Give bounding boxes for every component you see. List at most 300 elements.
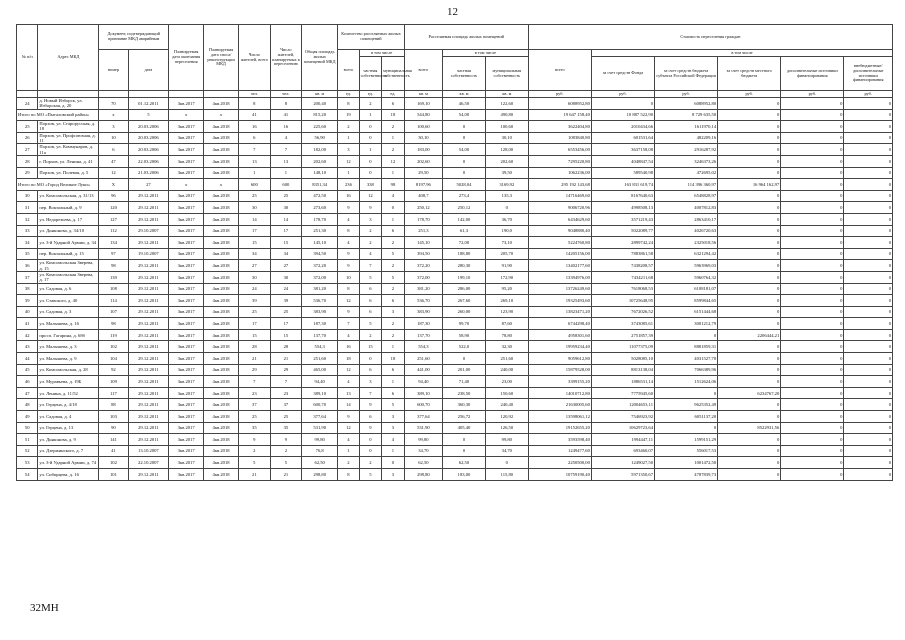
unit-cell [128,91,169,98]
table-cell: 6 [382,364,405,376]
table-cell: 44 [17,353,38,365]
table-cell: 122,60 [485,98,528,110]
table-cell: 16 [338,190,359,202]
header-cost-total: всего [528,50,591,91]
table-cell: 29.12.2011 [128,318,169,330]
address-cell: ул. Дзержинского, д. 7 [38,445,99,457]
table-cell: 531,90 [404,422,442,434]
table-cell: 2 [338,121,359,133]
cost-cell: 12004653,11 [591,399,654,411]
table-cell: 2 [359,457,382,469]
table-cell: 7 [359,260,382,272]
unit-cell [38,91,99,98]
cost-cell: 0 [781,144,844,156]
table-cell: 0 [382,202,405,214]
table-cell: 205,70 [485,248,528,260]
table-cell: 46,50 [443,98,486,110]
table-cell: 150,60 [485,387,528,399]
table-cell: 18 [338,353,359,365]
table-cell: 71,40 [443,376,486,388]
table-cell: 8197,96 [404,179,442,191]
cost-cell: 0 [844,341,893,353]
cost-cell: 295 192 143,68 [528,179,591,191]
table-cell: 6 [359,411,382,423]
table-cell: 178,70 [404,213,442,225]
cost-cell: 0 [844,202,893,214]
table-cell: 3кв.2017 [169,341,204,353]
cost-cell: 1611970,14 [655,121,718,133]
header-local-budget: за счет средств местного бюджета [718,57,781,91]
cost-cell: 19325493,60 [528,295,591,307]
cost-cell: 1001472,50 [655,457,718,469]
header-extra-sources-2: внебюджетные/дополнительные источники финансирования [844,57,893,91]
header-residents-total: Число жителей, всего [239,25,271,91]
table-cell: 3кв.2017 [169,469,204,481]
address-cell: д. Новый Изборск, ул. Изборская, д. 20 [38,98,99,110]
table-body [17,98,893,481]
cost-cell: 8522931,56 [718,422,781,434]
table-cell: 56,90 [302,132,338,144]
table-row [17,98,893,110]
cost-cell: 0 [718,237,781,249]
table-cell: 1 [382,341,405,353]
header-rooms-municipal: муниципальная собственность [382,57,405,91]
table-cell: 99,80 [485,434,528,446]
header-num: № п/п [17,25,38,91]
table-cell: 600 [239,179,271,191]
table-cell: 4 [359,248,382,260]
unit-cell: ед. [338,91,359,98]
header-cost-including: в том числе [591,50,892,57]
address-cell: ул. Садовая, д. 4 [38,411,99,423]
table-cell: 8 [338,225,359,237]
table-cell: 6 [359,306,382,318]
table-cell: 298,80 [302,469,338,481]
table-cell: 30 [270,271,302,283]
header-document: Документ, подтверждающий признание МКД аварийным [99,25,169,50]
table-cell: 6 [359,283,382,295]
table-cell: 0 [359,434,382,446]
cost-cell: 8 729 635,50 [655,109,718,121]
cost-cell: 6108181,07 [655,283,718,295]
cost-cell: 5963969,03 [655,260,718,272]
cost-cell: 0 [844,98,893,110]
table-cell: 36,70 [485,213,528,225]
table-cell: 12 [382,155,405,167]
cost-cell: 0 [718,167,781,179]
cost-cell: 6548828,97 [655,190,718,202]
cost-cell: 0 [844,387,893,399]
cost-cell: 0 [781,469,844,481]
table-cell: 1 [338,132,359,144]
cost-cell: 6234767,20 [718,387,781,399]
table-cell: 3 [382,306,405,318]
address-cell: Порхов, ул. Старорусская, д. 18 [38,121,99,133]
cost-cell: 0 [844,121,893,133]
units-row [17,91,893,98]
table-cell: 29.12.2011 [128,190,169,202]
table-cell: 280,30 [443,260,486,272]
table-cell: 3кв.2017 [169,434,204,446]
table-cell: 0 [359,132,382,144]
cost-cell: 6151444,68 [655,306,718,318]
table-cell: 17 [239,225,271,237]
unit-cell [99,91,128,98]
table-cell: 48 [17,399,38,411]
table-cell: 34 [270,248,302,260]
cost-cell: 9625352,49 [655,399,718,411]
table-cell: x [169,109,204,121]
table-cell: 1 [239,167,271,179]
table-row [17,248,893,260]
table-cell: 41 [17,318,38,330]
cost-cell: 0 [781,422,844,434]
table-cell: 2 [239,445,271,457]
header-doc-date: дата [128,50,169,91]
table-cell: 4кв.2018 [204,341,239,353]
table-cell: 3кв.2017 [169,422,204,434]
table-row [17,341,893,353]
table-cell: 408,7 [404,190,442,202]
cost-cell: 8813138,04 [591,364,654,376]
table-cell: 251,3 [404,225,442,237]
table-cell: 8351,34 [302,179,338,191]
unit-cell: кв. м [443,91,486,98]
table-cell: 32,30 [485,341,528,353]
table-cell: 98 [99,318,128,330]
table-row [17,318,893,330]
cost-cell: 0 [781,202,844,214]
address-cell: г. Порхов, ул. Ленина, д. 41 [38,155,99,167]
table-cell: 250,12 [443,202,486,214]
table-cell: 123,90 [485,306,528,318]
table-cell: 202,60 [404,155,442,167]
cost-cell: 0 [781,225,844,237]
table-cell: 41 [270,109,302,121]
table-cell: 27 [128,179,169,191]
table-cell: 98 [99,260,128,272]
header-planned-end: Планируемая дата окончания переселения [169,25,204,91]
table-row [17,376,893,388]
table-cell: 25 [239,306,271,318]
table-cell: 24 [239,283,271,295]
table-cell: 4 [382,434,405,446]
table-cell: 37 [239,399,271,411]
table-cell: 187,30 [302,318,338,330]
cost-cell: 0 [844,457,893,469]
table-cell: 15 [359,341,382,353]
table-cell: 4 [382,190,405,202]
table-cell: 202,60 [302,155,338,167]
table-row [17,306,893,318]
cost-cell: 13726249,60 [528,283,591,295]
table-cell: 2 [382,329,405,341]
table-cell: 126,50 [485,422,528,434]
address-cell: ул. Комсомольская Зверева, д. 15 [38,260,99,272]
table-cell: 23 [270,387,302,399]
table-cell: 20.03.2006 [128,121,169,133]
table-cell: 16 [270,121,302,133]
table-cell: 8 [338,469,359,481]
cost-cell: 0 [844,190,893,202]
table-cell: 3 [382,422,405,434]
resettlement-register-table [16,24,893,481]
table-cell: 2 [359,329,382,341]
cost-cell: 11077375,09 [591,341,654,353]
table-cell: 1 [382,132,405,144]
cost-cell: 0 [655,329,718,341]
table-row [17,132,893,144]
table-cell: 3кв.2017 [169,98,204,110]
cost-cell: 0 [781,237,844,249]
cost-cell: 2206444,21 [718,329,781,341]
table-cell: 4кв.2018 [204,411,239,423]
table-cell: 35 [239,422,271,434]
table-cell: 251,60 [302,353,338,365]
table-cell: 19 [338,109,359,121]
table-cell: 383,90 [302,306,338,318]
table-cell: 96 [99,190,128,202]
table-cell: 95,20 [485,283,528,295]
table-cell: 2 [338,457,359,469]
table-cell: 0 [443,434,486,446]
table-row [17,445,893,457]
cost-cell: 0 [718,469,781,481]
header-area-total: всего [404,50,442,91]
table-cell: 30 [270,202,302,214]
unit-cell: кв. м [302,91,338,98]
table-cell: 28 [17,155,38,167]
cost-cell: 472695,02 [655,167,718,179]
table-cell: 9 [338,260,359,272]
table-cell: 12 [338,155,359,167]
table-cell: 25 [270,190,302,202]
table-cell: 23 [239,387,271,399]
table-cell: 5 [382,248,405,260]
table-cell: 36 [17,260,38,272]
table-row [17,364,893,376]
table-cell: 58,90 [443,329,486,341]
cost-cell: 3637158,08 [591,144,654,156]
address-cell: ул. Дьяконова, д. 34/10 [38,225,99,237]
table-cell: 14 [270,213,302,225]
table-cell: 15 [270,237,302,249]
table-cell: 554,3 [302,341,338,353]
table-cell: 6 [382,295,405,307]
table-row [17,422,893,434]
unit-cell: руб. [655,91,718,98]
cost-cell: 5960764,32 [655,271,718,283]
cost-cell: 2010434,66 [591,121,654,133]
cost-cell: 4787839,73 [655,469,718,481]
table-cell: 0 [359,167,382,179]
unit-cell: руб. [844,91,893,98]
cost-cell: 0 [844,225,893,237]
cost-cell: 0 [844,167,893,179]
cost-cell: 0 [718,318,781,330]
table-cell: 2 [382,283,405,295]
table-cell: 25 [270,411,302,423]
table-cell: 200,40 [302,98,338,110]
cost-cell: 0 [718,144,781,156]
cost-cell: 0 [781,434,844,446]
table-row [17,353,893,365]
cost-cell: 2250500,00 [528,457,591,469]
address-cell: ул. Малышева, д. 16 [38,318,99,330]
unit-cell: ед. [359,91,382,98]
table-cell: 1 [359,109,382,121]
cost-cell: 0 [718,271,781,283]
table-cell: 14 [239,213,271,225]
table-cell: 4кв.2018 [204,387,239,399]
table-cell: 30,10 [404,132,442,144]
table-cell: 372,00 [302,271,338,283]
table-cell: 5 [382,271,405,283]
table-cell: 30 [239,202,271,214]
table-cell: 31 [17,202,38,214]
table-cell: 4кв.2018 [204,202,239,214]
table-row [17,190,893,202]
table-cell: 5 [359,271,382,283]
table-cell: 14 [338,399,359,411]
cost-cell: 0 [718,353,781,365]
cost-cell: 0 [781,248,844,260]
total-row [17,109,893,121]
table-cell: 3кв.2017 [169,457,204,469]
table-cell: 3кв.2017 [169,167,204,179]
table-cell: 25 [17,121,38,133]
cost-cell: 7546923,92 [591,411,654,423]
cost-cell: 13402177,60 [528,260,591,272]
cost-cell: 0 [844,144,893,156]
table-cell: 21 [239,469,271,481]
table-cell: 139 [99,271,128,283]
cost-cell: 0 [718,376,781,388]
cost-cell: 6088952,80 [528,98,591,110]
table-cell: 3кв.2017 [169,411,204,423]
cost-cell: 0 [844,411,893,423]
header-planned-demolition: Планируемая дата сноса/реконструкции МКД [204,25,239,91]
table-row [17,121,893,133]
cost-cell: 6051137,20 [655,411,718,423]
address-cell: ул. Муравьева, д. 19Б [38,376,99,388]
table-cell: 9 [338,248,359,260]
address-cell: ул. Ставского, д. 40 [38,295,99,307]
table-cell: 4кв.2018 [204,132,239,144]
table-cell: 3кв.2017 [169,121,204,133]
table-cell: 236 [338,179,359,191]
table-cell: 72,00 [443,237,486,249]
table-cell: 53 [17,457,38,469]
address-cell: ул. Дьяконова, д. 9 [38,434,99,446]
table-row [17,387,893,399]
address-cell: ул. Комсомольская Зверева, д. 17 [38,271,99,283]
table-cell: 4кв.2018 [204,248,239,260]
table-cell: 4кв.2018 [204,213,239,225]
table-cell: 4кв.2018 [204,225,239,237]
table-row [17,237,893,249]
cost-cell: 7438208,57 [591,260,654,272]
cost-cell: 0 [781,121,844,133]
unit-cell [169,91,204,98]
table-cell: 109 [99,376,128,388]
cost-cell: 556017,53 [655,445,718,457]
table-cell: 35 [270,422,302,434]
cost-cell: 4007812,83 [655,202,718,214]
table-cell: 120,92 [485,411,528,423]
cost-cell: 1249027,50 [591,457,654,469]
table-cell: 372,00 [404,271,442,283]
table-cell: 8 [270,98,302,110]
table-cell: 25 [270,306,302,318]
table-cell: 23,00 [485,376,528,388]
table-cell: 12 [359,190,382,202]
table-cell: 3кв.2017 [169,225,204,237]
table-cell: 29.12.2011 [128,411,169,423]
table-cell: 178,70 [302,213,338,225]
table-cell: 188,80 [443,248,486,260]
table-cell: 9 [338,202,359,214]
table-cell: 3кв.2017 [169,155,204,167]
address-cell: пер. Вокзальный, д. 15 [38,248,99,260]
table-cell: 3кв.2017 [169,295,204,307]
table-cell: 9 [359,202,382,214]
table-cell: 49 [17,411,38,423]
table-cell: 199,10 [443,271,486,283]
table-cell: 3 [382,469,405,481]
cost-cell: 0 [844,109,893,121]
table-cell: 273,60 [302,202,338,214]
table-cell: 15 [239,237,271,249]
table-cell: 0 [443,132,486,144]
table-cell: 225,60 [302,121,338,133]
cost-cell: 3399155,20 [528,376,591,388]
table-cell: 3кв.2017 [169,260,204,272]
cost-cell: 0 [718,109,781,121]
table-cell: 169,10 [404,98,442,110]
table-cell: 1 [338,167,359,179]
cost-cell: 0 [781,190,844,202]
table-cell: 29.12.2011 [128,353,169,365]
table-cell: 62,50 [404,457,442,469]
table-cell: x [204,179,239,191]
table-cell: 5028,04 [443,179,486,191]
unit-cell: руб. [781,91,844,98]
cost-cell: 0 [718,399,781,411]
cost-cell: 0 [844,132,893,144]
table-cell: 21.03.2006 [128,167,169,179]
table-cell: 107 [99,306,128,318]
table-cell: 394,50 [302,248,338,260]
table-cell: 12 [99,167,128,179]
table-cell: 43 [17,341,38,353]
table-cell: 4кв.2018 [204,318,239,330]
table-cell: 8 [338,98,359,110]
table-cell: 8 [338,283,359,295]
table-cell: 2 [359,225,382,237]
cost-cell: 0 [844,179,893,191]
table-cell: 25 [239,190,271,202]
table-cell: 52 [17,445,38,457]
cost-cell: 2899742,24 [591,237,654,249]
table-cell: 26 [17,132,38,144]
cost-cell: 0 [591,98,654,110]
table-cell: 3кв.2017 [169,213,204,225]
table-cell: 101 [99,469,128,481]
cost-cell: 0 [844,399,893,411]
table-cell: 61,3 [443,225,486,237]
table-cell: 100,60 [485,121,528,133]
